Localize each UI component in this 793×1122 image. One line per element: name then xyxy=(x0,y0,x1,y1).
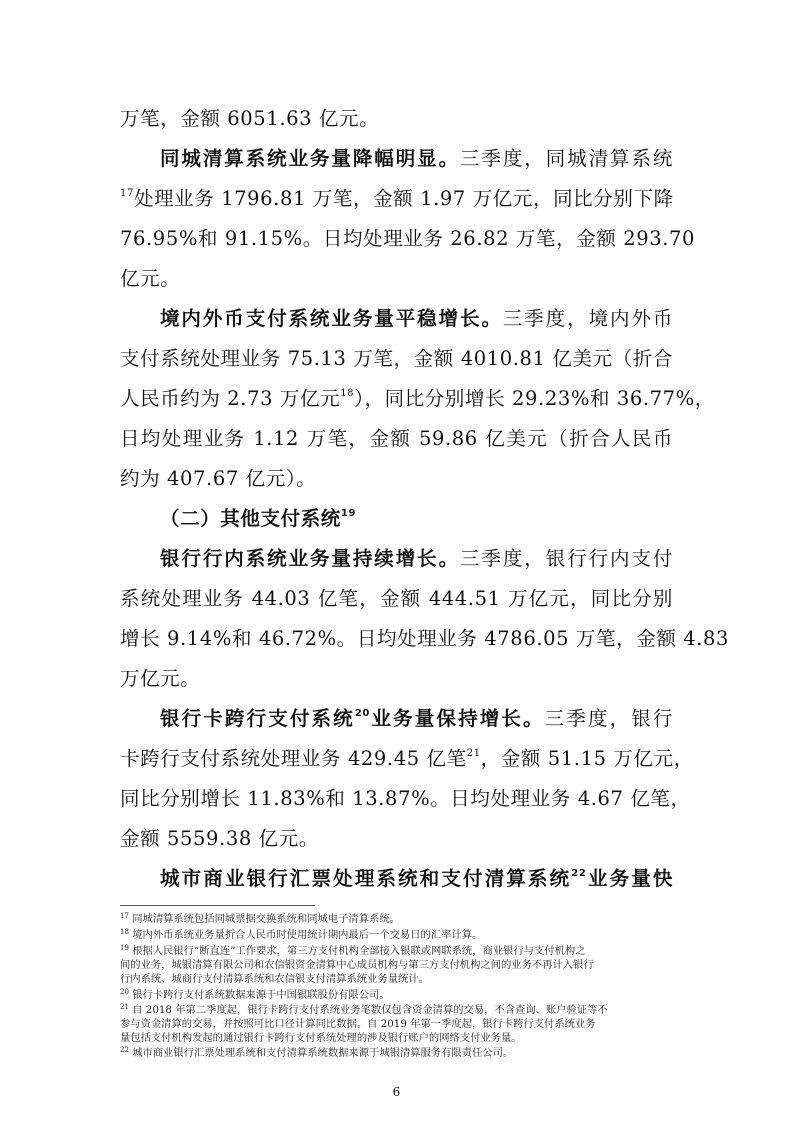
paragraph-line xyxy=(120,344,673,374)
section-heading-line xyxy=(160,864,673,894)
text: 三季度，银行行内支付 xyxy=(460,547,673,570)
footnote-number: 22 xyxy=(120,1046,129,1054)
footnote-text: 量包括支付机构发起的通过银行卡跨行支付系统处理的涉及银行账户的网络支付业务量。 xyxy=(120,1032,522,1044)
footnote-19 xyxy=(120,944,673,958)
paragraph-line xyxy=(120,224,696,254)
bold-heading: 银行行内系统业务量持续增长。 xyxy=(160,547,461,570)
footnote-19-cont xyxy=(120,972,673,986)
paragraph-line xyxy=(120,384,715,414)
text: 三季度，境内外币 xyxy=(502,307,673,330)
bold-heading: 境内外币支付系统业务量平稳增长。 xyxy=(160,307,503,330)
footnote-text: 行内系统、城商行支付清算系统和农信银支付清算系统业务量统计。 xyxy=(120,973,429,985)
page-number: 6 xyxy=(392,1085,401,1099)
footnote-text: 自 2018 年第二季度起，银行卡跨行支付系统业务笔数仅包含资金清算的交易，不含查询、账户验证等不 xyxy=(132,1004,608,1016)
paragraph-line xyxy=(120,464,673,494)
footnote-19-cont xyxy=(120,958,673,972)
footnote-ref: 21 xyxy=(466,748,481,759)
bold-heading: 同城清算系统业务量降幅明显。 xyxy=(160,147,461,170)
paragraph-line xyxy=(120,584,673,614)
footnote-number: 21 xyxy=(120,1003,129,1011)
text: ），同比分别增长 29.23%和 36.77%， xyxy=(354,387,715,410)
text: 万亿元。 xyxy=(120,667,201,690)
footnote-text: 参与资金清算的交易，并按照可比口径计算同比数据。自 2019 年第一季度起，银行卡跨行支付系统业务 xyxy=(120,1018,596,1030)
text: 约为 407.67 亿元）。 xyxy=(120,467,317,490)
footnote-17 xyxy=(120,912,673,926)
footnote-separator xyxy=(120,905,315,906)
footnote-ref: 18 xyxy=(340,388,355,399)
text: 同比分别增长 11.83%和 13.87%。日均处理业务 4.67 亿笔， xyxy=(120,787,691,810)
footnote-number: 19 xyxy=(120,944,129,952)
subsection-title xyxy=(160,504,673,534)
footnote-21 xyxy=(120,1003,673,1017)
footnote-number: 18 xyxy=(120,928,129,936)
text: 万笔，金额 6051.63 亿元。 xyxy=(120,107,380,130)
footnote-text: 同城清算系统包括同城票据交换系统和同城电子清算系统。 xyxy=(132,913,400,925)
footnote-number: 17 xyxy=(120,912,129,920)
footnote-21-cont xyxy=(120,1017,673,1031)
footnote-text: 境内外币系统业务量折合人民币时使用统计期内最后一个交易日的汇率计算。 xyxy=(132,929,483,941)
paragraph-line xyxy=(120,104,673,134)
footnote-20 xyxy=(120,988,673,1002)
section-heading-line xyxy=(160,544,673,574)
paragraph-line xyxy=(120,184,673,214)
subsection-heading: （二）其他支付系统 xyxy=(160,507,341,530)
section-heading-line xyxy=(160,704,673,734)
footnote-text: 根据人民银行“断直连”工作要求，第三方支付机构全部接入银联或网联系统，商业银行与支付机构之 xyxy=(132,945,586,957)
text: 卡跨行支付系统处理业务 429.45 亿笔 xyxy=(120,747,467,770)
text: 76.95%和 91.15%。日均处理业务 26.82 万笔，金额 293.70 xyxy=(120,227,696,250)
footnote-ref: 22 xyxy=(571,868,587,879)
footnote-18 xyxy=(120,928,673,942)
text: 人民币约为 2.73 万亿元 xyxy=(120,387,341,410)
text: 日均处理业务 1.12 万笔，金额 59.86 亿美元（折合人民币 xyxy=(120,427,673,450)
text: 金额 5559.38 亿元。 xyxy=(120,827,319,850)
paragraph-line xyxy=(120,664,673,694)
section-heading-line xyxy=(160,304,673,334)
paragraph-line xyxy=(120,264,673,294)
footnote-ref: 20 xyxy=(354,708,370,719)
footnote-text: 城市商业银行汇票处理系统和支付清算系统数据来源于城银清算服务有限责任公司。 xyxy=(132,1047,514,1059)
footnote-ref: 19 xyxy=(340,508,357,519)
text: 支付系统处理业务 75.13 万笔，金额 4010.81 亿美元（折合 xyxy=(120,347,673,370)
paragraph-line xyxy=(120,784,691,814)
paragraph-line xyxy=(120,824,673,854)
bold-heading: 城市商业银行汇票处理系统和支付清算系统 xyxy=(160,867,572,890)
text: 亿元。 xyxy=(120,267,181,290)
text: 系统处理业务 44.03 亿笔，金额 444.51 万亿元，同比分别 xyxy=(120,587,673,610)
bold-heading: 银行卡跨行支付系统 xyxy=(160,707,355,730)
paragraph-line xyxy=(120,424,673,454)
text: 增长 9.14%和 46.72%。日均处理业务 4786.05 万笔，金额 4.83 xyxy=(120,627,730,650)
paragraph-line xyxy=(120,744,694,774)
footnote-text: 间的业务，城银清算有限公司和农信银资金清算中心成员机构与第三方支付机构之间的业务不再计入银行 xyxy=(120,959,594,971)
text: 三季度，银行 xyxy=(544,707,673,730)
text: 三季度，同城清算系统 xyxy=(460,147,673,170)
text: 处理业务 1796.81 万笔，金额 1.97 万亿元，同比分别下降 xyxy=(133,187,674,210)
footnote-number: 20 xyxy=(120,988,129,996)
bold-heading: 业务量快 xyxy=(586,867,673,890)
paragraph-line xyxy=(120,624,730,654)
footnote-21-cont xyxy=(120,1031,673,1045)
footnote-ref: 17 xyxy=(120,188,134,199)
footnote-text: 银行卡跨行支付系统数据来源于中国银联股份有限公司。 xyxy=(132,989,390,1001)
section-heading-line xyxy=(160,144,673,174)
text: ，金额 51.15 万亿元， xyxy=(480,747,694,770)
footnote-22 xyxy=(120,1046,673,1060)
bold-heading: 业务量保持增长。 xyxy=(369,707,545,730)
